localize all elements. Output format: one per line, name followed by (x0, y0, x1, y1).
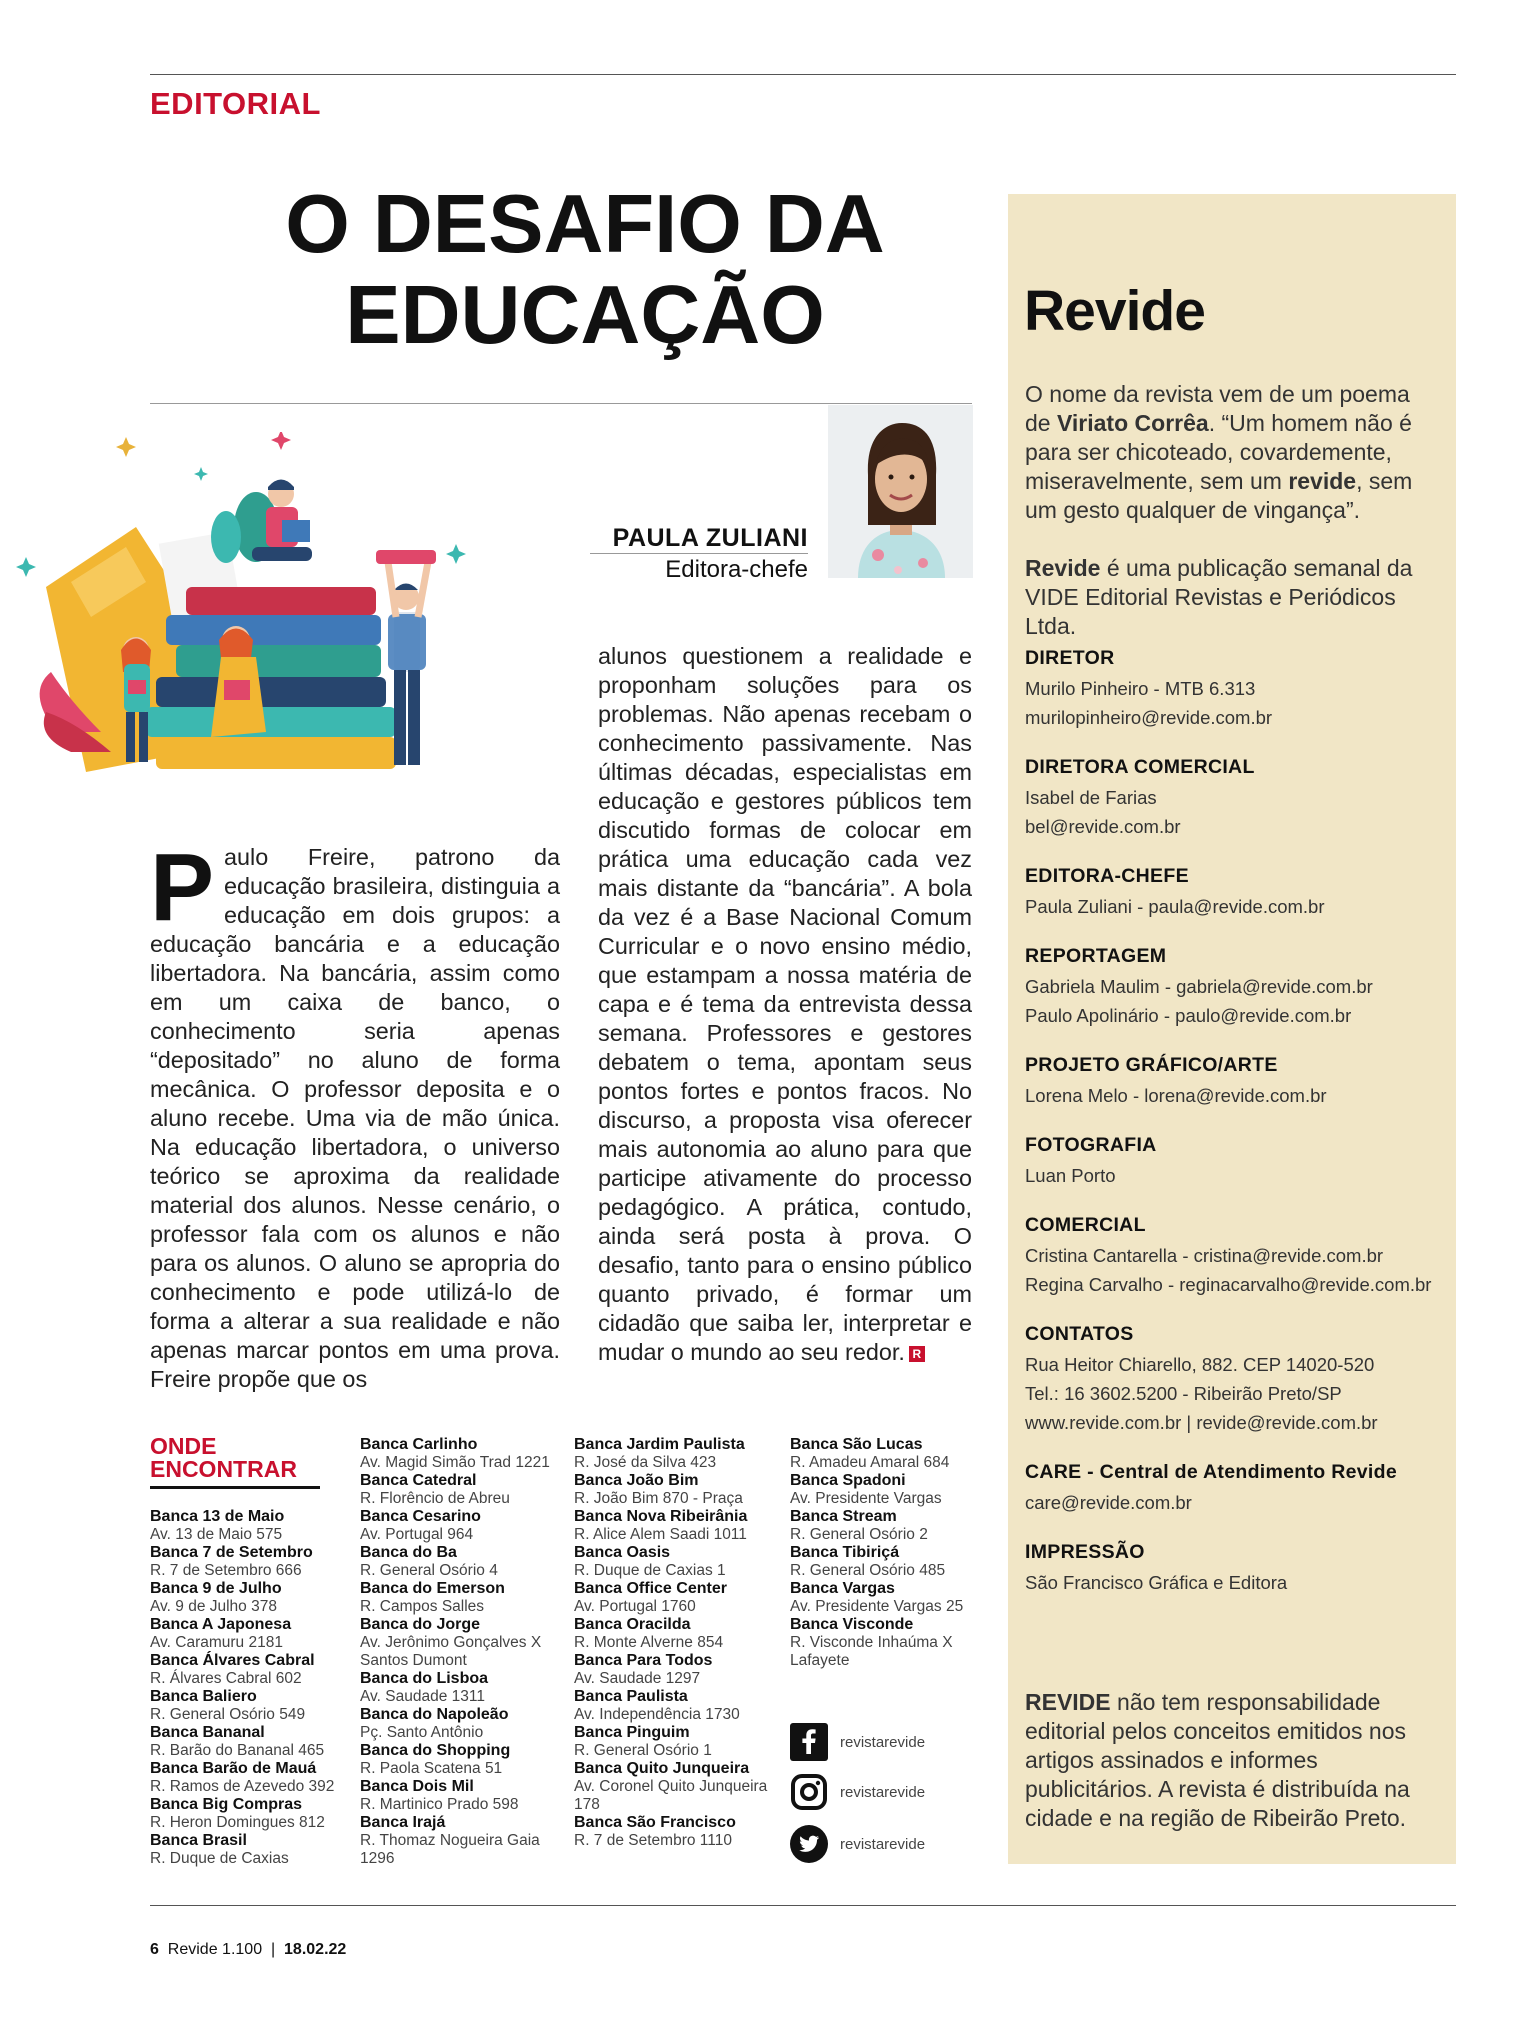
newsstand-name: Banca Office Center (574, 1580, 727, 1597)
newsstand-address: Av. 9 de Julho 378 (150, 1598, 277, 1615)
newsstand-name: Banca Spadoni (790, 1472, 906, 1489)
newsstand-name: Banca Quito Junqueira (574, 1760, 750, 1777)
staff-section-title: EDITORA-CHEFE (1025, 865, 1189, 887)
newsstand-address: Av. Portugal 964 (360, 1526, 474, 1543)
newsstand-address: R. General Osório 485 (790, 1562, 946, 1579)
author-photo (828, 405, 973, 578)
staff-section-line: www.revide.com.br | revide@revide.com.br (1025, 1412, 1378, 1433)
newsstand-address: Av. 13 de Maio 575 (150, 1526, 283, 1543)
newsstand-address: R. 7 de Setembro 1110 (574, 1832, 732, 1849)
newsstand-address: Av. Caramuru 2181 (150, 1634, 283, 1651)
newsstand-address: R. Thomaz Nogueira Gaia 1296 (360, 1832, 540, 1867)
staff-section-title: COMERCIAL (1025, 1214, 1146, 1236)
newsstand-name: Banca Irajá (360, 1814, 446, 1831)
staff-section (1025, 755, 1450, 841)
newsstand-address: Av. Saudade 1297 (574, 1670, 701, 1687)
newsstand-address: R. Martinico Prado 598 (360, 1796, 519, 1813)
newsstand-name: Banca Cesarino (360, 1508, 481, 1525)
staff-section (1025, 944, 1450, 1030)
staff-section (1025, 1540, 1450, 1597)
brand-logo: Revide (1024, 279, 1205, 343)
newsstand-address: Av. Presidente Vargas (790, 1490, 942, 1507)
staff-section-line: Paula Zuliani - paula@revide.com.br (1025, 896, 1325, 917)
staff-section (1025, 1460, 1450, 1517)
staff-section-title: PROJETO GRÁFICO/ARTE (1025, 1054, 1278, 1076)
newsstand-column-3 (574, 1436, 784, 1850)
staff-section-line: Rua Heitor Chiarello, 882. CEP 14020-520 (1025, 1354, 1375, 1375)
staff-section-line: murilopinheiro@revide.com.br (1025, 707, 1273, 728)
newsstand-address: R. Amadeu Amaral 684 (790, 1454, 950, 1471)
newsstand-address: Av. Jerônimo Gonçalves X Santos Dumont (360, 1634, 542, 1669)
sparkle-icon (446, 544, 466, 564)
newsstand-name: Banca Carlinho (360, 1436, 478, 1453)
newsstand-name: Banca 9 de Julho (150, 1580, 282, 1597)
newsstand-address: R. 7 de Setembro 666 (150, 1562, 302, 1579)
publisher-text: Revide é uma publicação semanal da VIDE Editorial Revistas e Periódicos Ltda. (1025, 555, 1413, 639)
disclaimer-text: REVIDE não tem responsabilidade editorial pelos conceitos emitidos nos artigos assinados e informes publicitários. A revista é distribuída na cidade e na região de Ribeirão Preto. (1025, 1689, 1410, 1831)
newsstand-name: Banca Big Compras (150, 1796, 303, 1813)
newsstand-name: Banca Visconde (790, 1616, 914, 1633)
social-facebook[interactable] (790, 1722, 925, 1762)
newsstand-name: Banca Jardim Paulista (574, 1436, 745, 1453)
newsstand-name: Banca do Lisboa (360, 1670, 489, 1687)
newsstand-address: R. General Osório 1 (574, 1742, 712, 1759)
sparkle-icon (194, 467, 208, 481)
newsstand-name: Banca Oracilda (574, 1616, 691, 1633)
staff-section (1025, 864, 1450, 921)
staff-section-title: REPORTAGEM (1025, 945, 1167, 967)
author-name: PAULA ZULIANI (612, 524, 808, 552)
newsstand-address: R. José da Silva 423 (574, 1454, 717, 1471)
issue-number: Revide 1.100 (167, 1941, 263, 1958)
revide-word: revide (1288, 468, 1357, 494)
issue-date: 18.02.22 (284, 1941, 347, 1958)
top-rule (150, 74, 1456, 75)
staff-section-line: Regina Carvalho - reginacarvalho@revide.com.br (1025, 1274, 1432, 1295)
newsstand-name: Banca do Emerson (360, 1580, 505, 1597)
newsstand-address: Pç. Santo Antônio (360, 1724, 484, 1741)
newsstand-address: Av. Presidente Vargas 25 (790, 1598, 964, 1615)
newsstand-name: Banca João Bim (574, 1472, 699, 1489)
newsstand-name: Banca São Lucas (790, 1436, 923, 1453)
article-column-2 (598, 642, 972, 1367)
newsstand-name: Banca Baliero (150, 1688, 257, 1705)
staff-section-line: São Francisco Gráfica e Editora (1025, 1572, 1288, 1593)
newsstand-address: R. Campos Salles (360, 1598, 485, 1615)
newsstand-name: Banca Brasil (150, 1832, 247, 1849)
newsstand-name: Banca do Shopping (360, 1742, 511, 1759)
staff-section-title: FOTOGRAFIA (1025, 1134, 1157, 1156)
newsstand-address: R. Álvares Cabral 602 (150, 1670, 302, 1687)
staff-section-line: Lorena Melo - lorena@revide.com.br (1025, 1085, 1327, 1106)
newsstand-address: R. General Osório 2 (790, 1526, 928, 1543)
newsstand-name: Banca Stream (790, 1508, 897, 1525)
newsstand-name: Banca Paulista (574, 1688, 688, 1705)
staff-section-line: care@revide.com.br (1025, 1492, 1192, 1513)
staff-section-line: Tel.: 16 3602.5200 - Ribeirão Preto/SP (1025, 1383, 1342, 1404)
newsstand-name: Banca 7 de Setembro (150, 1544, 313, 1561)
staff-section (1025, 1053, 1450, 1110)
staff-section (1025, 1133, 1450, 1190)
newsstand-name: Banca Oasis (574, 1544, 671, 1561)
newsstand-name: Banca do Napoleão (360, 1706, 509, 1723)
newsstand-address: R. Barão do Bananal 465 (150, 1742, 325, 1759)
headline-line-2: EDUCAÇÃO (345, 268, 825, 361)
staff-section-title: IMPRESSÃO (1025, 1541, 1145, 1563)
newsstand-name: Banca do Ba (360, 1544, 457, 1561)
newsstand-address: Av. Portugal 1760 (574, 1598, 696, 1615)
newsstand-name: Banca 13 de Maio (150, 1508, 285, 1525)
newsstand-address: Av. Saudade 1311 (360, 1688, 485, 1705)
sparkle-icon (16, 557, 36, 577)
staff-section (1025, 1322, 1450, 1437)
drop-cap: P (150, 834, 215, 941)
newsstand-address: R. Monte Alverne 854 (574, 1634, 724, 1651)
staff-section (1025, 1213, 1450, 1299)
newsstand-address: R. Visconde Inhaúma X Lafayete (790, 1634, 953, 1669)
article-column-1 (150, 834, 560, 1394)
staff-section (1025, 646, 1450, 732)
newsstand-address: R. João Bim 870 - Praça (574, 1490, 743, 1507)
staff-section-line: Cristina Cantarella - cristina@revide.com.br (1025, 1245, 1384, 1266)
newsstand-name: Banca do Jorge (360, 1616, 481, 1633)
author-role: Editora-chefe (665, 556, 808, 583)
twitter-handle: revistarevide (840, 1835, 926, 1853)
staff-list (1025, 646, 1450, 1620)
social-instagram[interactable] (790, 1772, 925, 1812)
headline (150, 178, 1020, 360)
newsstand-address: R. Duque de Caxias 1 (574, 1562, 726, 1579)
newsstand-name: Banca Barão de Mauá (150, 1760, 317, 1777)
staff-section-line: Luan Porto (1025, 1165, 1116, 1186)
author-rule (590, 553, 808, 554)
staff-section-line: bel@revide.com.br (1025, 816, 1181, 837)
sparkle-icon (271, 432, 291, 450)
instagram-icon (790, 1773, 828, 1811)
newsstand-address: Av. Magid Simão Trad 1221 (360, 1454, 550, 1471)
end-mark-icon: R (909, 1346, 925, 1362)
headline-line-1: O DESAFIO DA (285, 177, 885, 270)
newsstand-name: Banca São Francisco (574, 1814, 736, 1831)
newsstand-address: Av. Independência 1730 (574, 1706, 740, 1723)
page-number: 6 (150, 1941, 159, 1958)
newsstand-name: Banca Nova Ribeirânia (574, 1508, 748, 1525)
twitter-icon (790, 1825, 828, 1863)
staff-section-title: CONTATOS (1025, 1323, 1134, 1345)
bottom-rule (150, 1905, 1456, 1906)
section-label: EDITORIAL (150, 86, 321, 121)
staff-section-line: Gabriela Maulim - gabriela@revide.com.br (1025, 976, 1373, 997)
staff-section-line: Paulo Apolinário - paulo@revide.com.br (1025, 1005, 1352, 1026)
newsstand-address: R. Duque de Caxias (150, 1850, 289, 1867)
newsstand-name: Banca Catedral (360, 1472, 477, 1489)
newsstand-name: Banca Dois Mil (360, 1778, 474, 1795)
newsstand-address: R. General Osório 4 (360, 1562, 498, 1579)
staff-section-line: Murilo Pinheiro - MTB 6.313 (1025, 678, 1256, 699)
newsstand-address: R. General Osório 549 (150, 1706, 306, 1723)
article-text-2: alunos questionem a realidade e proponham soluções para os problemas. Não apenas recebam o conhecimento passivamente. Nas últimas décadas, especialistas em educação e gestores públicos tem discutido formas de colocar em prática uma educação cada vez mais distante da “bancária”. A bola da vez é a Base Nacional Comum Curricular e o novo ensino médio, que estampam a nossa matéria de capa e é tema da entrevista dessa semana. Professores e gestores debatem o tema, apontam seus pontos fortes e pontos fracos. No discurso, a proposta visa oferecer mais autonomia ao aluno para que participe ativamente do processo pedagógico. A prática, contudo, ainda será posta à prova. O desafio, tanto para o ensino público quanto privado, é formar um cidadão que saiba ler, interpretar e mudar o mundo ao seu redor. (598, 643, 972, 1365)
newsstand-address: R. Alice Alem Saadi 1011 (574, 1526, 747, 1543)
facebook-icon (790, 1723, 828, 1761)
newsstand-name: Banca Álvares Cabral (150, 1652, 315, 1669)
staff-section-title: DIRETOR (1025, 647, 1115, 669)
social-twitter[interactable] (790, 1824, 925, 1864)
newsstand-address: Av. Coronel Quito Junqueira 178 (574, 1778, 768, 1813)
newsstand-name: Banca A Japonesa (150, 1616, 292, 1633)
newsstand-name: Banca Tibiriçá (790, 1544, 900, 1561)
sparkle-icon (116, 437, 136, 457)
newsstand-column-1 (150, 1508, 350, 1868)
newsstand-column-2 (360, 1436, 570, 1868)
newsstand-name: Banca Bananal (150, 1724, 265, 1741)
staff-section-line: Isabel de Farias (1025, 787, 1157, 808)
instagram-handle: revistarevide (840, 1783, 926, 1801)
page-footer: 6 Revide 1.100 | 18.02.22 (150, 1941, 347, 1958)
newsstand-name: Banca Pinguim (574, 1724, 690, 1741)
masthead-sidebar (1008, 194, 1456, 1864)
where-to-find-title: ONDE ENCONTRAR (150, 1435, 320, 1489)
brand-origin-text: O nome da revista vem de um poema de Viriato Corrêa. “Um homem não é para ser chicoteado, covardemente, miseravelmente, sem um revide, sem um gesto qualquer de vingança”. (1025, 381, 1413, 523)
newsstand-address: R. Heron Domingues 812 (150, 1814, 325, 1831)
newsstand-address: R. Paola Scatena 51 (360, 1760, 503, 1777)
article-text-1: aulo Freire, patrono da educação brasileira, distinguia a educação em dois grupos: a educação bancária e a educação libertadora. Na bancária, assim como em um caixa de banco, o conhecimento seria apenas “depositado” no aluno de forma mecânica. O professor deposita e o aluno recebe. Uma via de mão única. Na educação libertadora, o universo teórico se aproxima da realidade material dos alunos. Nesse cenário, o professor fala com os alunos e não para os alunos. O aluno se apropria do conhecimento e pode utilizá-lo de forma a alterar a sua realidade e não apenas marcar pontos em uma prova. Freire propõe que os (150, 844, 560, 1392)
facebook-handle: revistarevide (840, 1733, 926, 1751)
staff-section-title: CARE - Central de Atendimento Revide (1025, 1461, 1397, 1483)
staff-section-title: DIRETORA COMERCIAL (1025, 756, 1255, 778)
newsstand-address: R. Florêncio de Abreu (360, 1490, 510, 1507)
newsstand-address: R. Ramos de Azevedo 392 (150, 1778, 335, 1795)
education-illustration (16, 432, 466, 792)
newsstand-name: Banca Vargas (790, 1580, 895, 1597)
newsstand-name: Banca Para Todos (574, 1652, 713, 1669)
newsstand-column-4 (790, 1436, 980, 1670)
headline-rule (150, 403, 972, 404)
poet-name: Viriato Corrêa (1056, 410, 1209, 436)
